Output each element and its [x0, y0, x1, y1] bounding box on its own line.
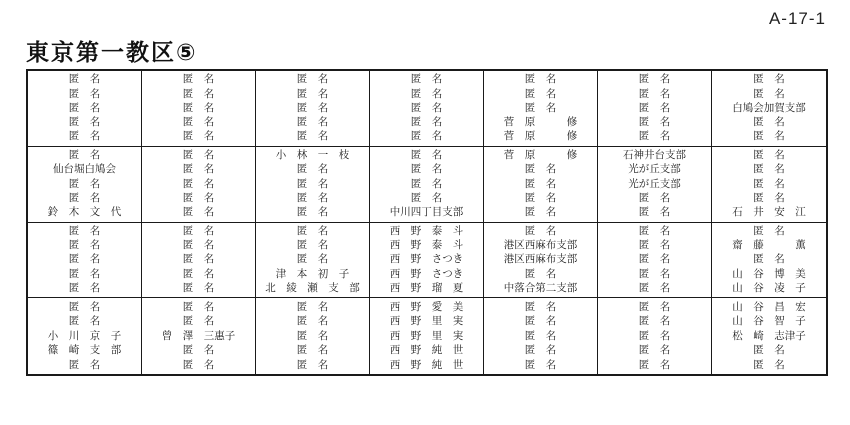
roster-cell — [28, 298, 142, 374]
donor-name: 匿 名 — [296, 329, 329, 342]
donor-name: 匿 名 — [296, 253, 329, 266]
donor-name: 匿 名 — [410, 163, 443, 176]
donor-name: 菅 原 修 — [503, 130, 578, 143]
roster-cell — [484, 298, 598, 374]
donor-name: 匿 名 — [296, 130, 329, 143]
donor-name: 匿 名 — [524, 73, 557, 86]
roster-cell — [370, 71, 484, 147]
donor-name: 匿 名 — [753, 73, 785, 86]
donor-name: 匿 名 — [524, 101, 557, 114]
donor-name: 匿 名 — [524, 224, 557, 237]
donor-name: 港区西麻布支部 — [503, 253, 578, 266]
donor-name: 匿 名 — [753, 87, 785, 100]
donor-name: 匿 名 — [182, 206, 215, 219]
donor-name: 匿 名 — [524, 163, 557, 176]
donor-name: 匿 名 — [638, 87, 671, 100]
donor-name: 匿 名 — [68, 281, 101, 294]
donor-name: 匿 名 — [753, 177, 785, 190]
donor-name: 匿 名 — [410, 130, 443, 143]
donor-name: 匿 名 — [753, 224, 785, 237]
roster-cell — [598, 147, 712, 223]
donor-name: 山 谷 博 美 — [732, 267, 806, 280]
donor-name: 菅 原 修 — [503, 116, 578, 129]
donor-name: 匿 名 — [638, 267, 671, 280]
donor-name: 仙台堀白鳩会 — [53, 163, 116, 176]
donor-name: 匿 名 — [296, 344, 329, 357]
donor-name: 小 川 京 子 — [47, 329, 122, 342]
donor-name: 西 野 純 世 — [389, 358, 464, 371]
donor-name: 匿 名 — [638, 130, 671, 143]
donor-name: 匿 名 — [524, 358, 557, 371]
donor-name: 匿 名 — [68, 177, 101, 190]
donor-name: 匿 名 — [68, 191, 101, 204]
donor-name: 西 野 さつき — [389, 267, 464, 280]
donor-name: 匿 名 — [296, 73, 329, 86]
donor-name: 光が丘支部 — [628, 177, 681, 190]
donor-name: 匿 名 — [753, 163, 785, 176]
roster-cell — [256, 223, 370, 299]
donor-name: 匿 名 — [68, 116, 101, 129]
donor-name: 匿 名 — [638, 239, 671, 252]
donor-name: 匿 名 — [524, 315, 557, 328]
roster-cell — [598, 298, 712, 374]
donor-name: 匿 名 — [638, 281, 671, 294]
roster-cell — [142, 147, 256, 223]
donor-name: 匿 名 — [68, 267, 101, 280]
donor-name: 匿 名 — [68, 149, 101, 162]
donor-name: 匿 名 — [182, 73, 215, 86]
roster-cell — [142, 223, 256, 299]
donor-name: 匿 名 — [182, 87, 215, 100]
donor-name: 匿 名 — [638, 224, 671, 237]
page-title: 東京第一教区⑤ — [26, 40, 198, 66]
donor-name: 山 谷 智 子 — [732, 315, 806, 328]
donor-name: 匿 名 — [296, 300, 329, 313]
donor-name: 西 野 愛 美 — [389, 300, 464, 313]
donor-name: 西 野 里 実 — [389, 315, 464, 328]
donor-name: 匿 名 — [638, 358, 671, 371]
donor-name: 小 林 一 枝 — [275, 149, 350, 162]
page-id: A-17-1 — [768, 9, 826, 28]
donor-name: 匿 名 — [753, 253, 785, 266]
donor-name: 匿 名 — [638, 329, 671, 342]
donor-name: 匿 名 — [753, 149, 785, 162]
donor-name: 匿 名 — [524, 191, 557, 204]
donor-name: 石 井 安 江 — [732, 206, 806, 219]
donor-name: 匿 名 — [638, 253, 671, 266]
roster-cell — [598, 71, 712, 147]
donor-name: 匿 名 — [753, 130, 785, 143]
donor-name: 西 野 里 実 — [389, 329, 464, 342]
donor-name: 匿 名 — [753, 358, 785, 371]
donor-name: 匿 名 — [524, 177, 557, 190]
donor-name: 津 本 初 子 — [275, 267, 350, 280]
roster-cell — [484, 147, 598, 223]
donor-name: 匿 名 — [638, 315, 671, 328]
roster-cell — [142, 71, 256, 147]
donor-name: 匿 名 — [296, 315, 329, 328]
donor-name: 匿 名 — [638, 101, 671, 114]
roster-cell — [28, 223, 142, 299]
donor-name: 匿 名 — [182, 315, 215, 328]
donor-name: 白鳩会加賀支部 — [732, 101, 806, 114]
donor-name: 菅 原 修 — [503, 149, 578, 162]
donor-name: 匿 名 — [182, 130, 215, 143]
roster-cell — [712, 223, 826, 299]
donor-name: 匿 名 — [182, 191, 215, 204]
donor-name: 匿 名 — [182, 358, 215, 371]
donor-name: 松 崎 志津子 — [732, 329, 806, 342]
donor-name: 匿 名 — [296, 101, 329, 114]
donor-name: 匿 名 — [182, 267, 215, 280]
donor-name: 匿 名 — [68, 87, 101, 100]
donor-name: 匿 名 — [410, 101, 443, 114]
donor-name: 匿 名 — [638, 116, 671, 129]
donor-name: 港区西麻布支部 — [503, 239, 578, 252]
roster-cell — [256, 147, 370, 223]
donor-name: 匿 名 — [68, 253, 101, 266]
donor-name: 中川四丁目支部 — [389, 206, 464, 219]
donor-name: 匿 名 — [753, 116, 785, 129]
donor-name: 匿 名 — [296, 191, 329, 204]
donor-name: 曾 澤 三惠子 — [161, 329, 236, 342]
donor-name: 匿 名 — [296, 224, 329, 237]
donor-name: 匿 名 — [68, 224, 101, 237]
donor-name: 匿 名 — [410, 116, 443, 129]
donor-name: 匿 名 — [296, 177, 329, 190]
roster-cell — [712, 147, 826, 223]
donor-roster-table — [26, 69, 828, 376]
donor-name: 匿 名 — [296, 116, 329, 129]
donor-name: 匿 名 — [296, 206, 329, 219]
donor-name: 匿 名 — [638, 344, 671, 357]
donor-name: 匿 名 — [410, 87, 443, 100]
roster-cell — [484, 223, 598, 299]
donor-name: 匿 名 — [524, 267, 557, 280]
donor-name: 西 野 さつき — [389, 253, 464, 266]
donor-name: 匿 名 — [524, 206, 557, 219]
donor-name: 匿 名 — [182, 253, 215, 266]
donor-name: 匿 名 — [296, 87, 329, 100]
roster-cell — [370, 147, 484, 223]
donor-name: 光が丘支部 — [628, 163, 681, 176]
donor-name: 匿 名 — [68, 300, 101, 313]
donor-name: 匿 名 — [524, 329, 557, 342]
roster-cell — [256, 71, 370, 147]
donor-name: 匿 名 — [68, 130, 101, 143]
roster-cell — [370, 298, 484, 374]
donor-name: 山 谷 昌 宏 — [732, 300, 806, 313]
donor-name: 匿 名 — [296, 358, 329, 371]
donor-name: 匿 名 — [410, 177, 443, 190]
donor-name: 匿 名 — [182, 344, 215, 357]
donor-name: 西 野 泰 斗 — [389, 239, 464, 252]
donor-name: 匿 名 — [68, 73, 101, 86]
donor-name: 篠 崎 支 部 — [47, 344, 122, 357]
donor-name: 鈴 木 文 代 — [47, 206, 122, 219]
donor-name: 匿 名 — [296, 239, 329, 252]
donor-name: 西 野 純 世 — [389, 344, 464, 357]
donor-name: 匿 名 — [410, 73, 443, 86]
donor-name: 匿 名 — [524, 300, 557, 313]
roster-cell — [256, 298, 370, 374]
donor-name: 匿 名 — [182, 116, 215, 129]
donor-name: 匿 名 — [182, 149, 215, 162]
roster-cell — [142, 298, 256, 374]
donor-name: 匿 名 — [753, 344, 785, 357]
donor-name: 匿 名 — [638, 206, 671, 219]
donor-name: 匿 名 — [68, 239, 101, 252]
donor-name: 匿 名 — [182, 239, 215, 252]
donor-name: 匿 名 — [638, 191, 671, 204]
donor-name: 匿 名 — [182, 224, 215, 237]
donor-name: 匿 名 — [524, 87, 557, 100]
donor-name: 匿 名 — [296, 163, 329, 176]
donor-name: 齋 藤 薫 — [732, 239, 806, 252]
donor-name: 匿 名 — [182, 177, 215, 190]
donor-name: 石神井台支部 — [623, 149, 686, 162]
donor-name: 匿 名 — [68, 101, 101, 114]
donor-name: 中落合第二支部 — [503, 281, 578, 294]
donor-name: 匿 名 — [410, 149, 443, 162]
donor-name: 匿 名 — [68, 358, 101, 371]
donor-name: 匿 名 — [182, 300, 215, 313]
donor-name: 匿 名 — [68, 315, 101, 328]
donor-name: 西 野 泰 斗 — [389, 224, 464, 237]
roster-cell — [28, 71, 142, 147]
donor-name: 匿 名 — [753, 191, 785, 204]
roster-cell — [370, 223, 484, 299]
donor-name: 西 野 瑠 夏 — [389, 281, 464, 294]
donor-name: 匿 名 — [182, 281, 215, 294]
donor-name: 匿 名 — [524, 344, 557, 357]
donor-name: 匿 名 — [182, 163, 215, 176]
donor-name: 山 谷 凌 子 — [732, 281, 806, 294]
roster-cell — [712, 71, 826, 147]
roster-cell — [28, 147, 142, 223]
donor-name: 匿 名 — [182, 101, 215, 114]
donor-name: 北 綾 瀬 支 部 — [265, 281, 360, 294]
roster-cell — [712, 298, 826, 374]
donor-name: 匿 名 — [410, 191, 443, 204]
donor-name: 匿 名 — [638, 73, 671, 86]
donor-name: 匿 名 — [638, 300, 671, 313]
roster-cell — [598, 223, 712, 299]
roster-cell — [484, 71, 598, 147]
